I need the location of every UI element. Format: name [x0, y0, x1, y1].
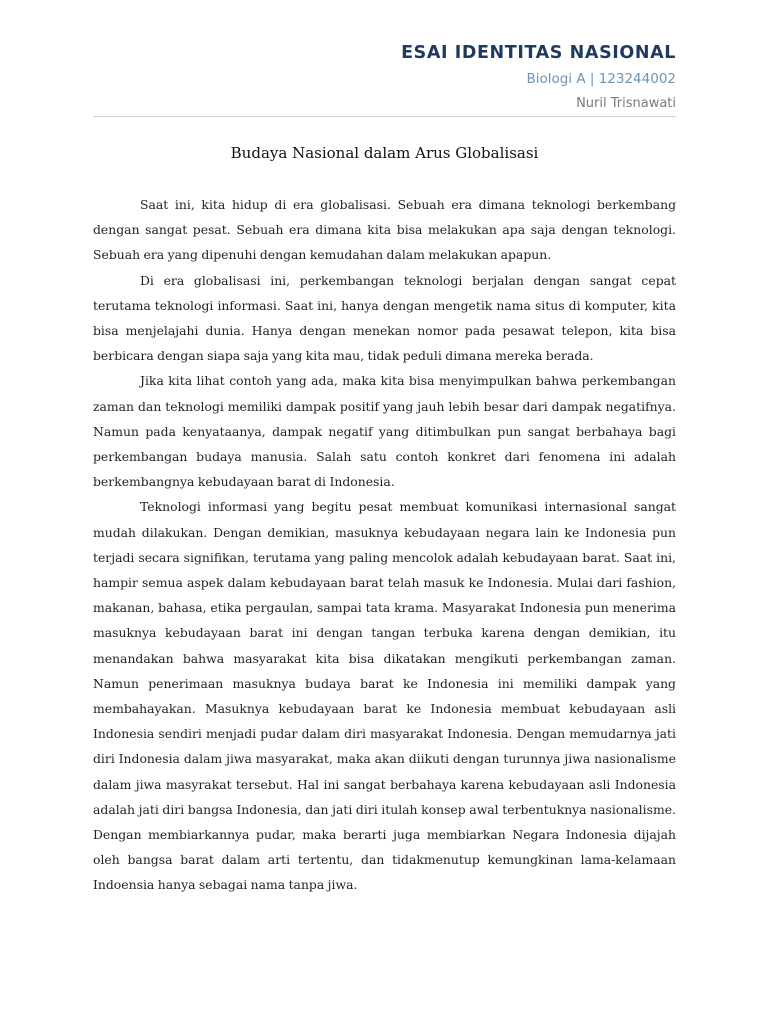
header-divider — [93, 116, 676, 117]
paragraph: Jika kita lihat contoh yang ada, maka kita bisa menyimpulkan bahwa perkembangan zaman dan teknologi memiliki dampak positif yang jauh lebih besar dari dampak negatifnya. Namun pada kenyataanya, dampak negatif yang ditimbulkan pun sangat berbahaya bagi perkembangan budaya manusia. Salah satu contoh konkret dari fenomena ini adalah berkembangnya kebudayaan barat di Indonesia. — [93, 373, 676, 490]
essay-body — [93, 192, 676, 898]
header-author: Nuril Trisnawati — [576, 96, 676, 111]
document-header — [93, 40, 676, 114]
paragraph: Saat ini, kita hidup di era globalisasi. Sebuah era dimana teknologi berkembang dengan sangat pesat. Sebuah era dimana kita bisa melakukan apa saja dengan teknologi. Sebuah era yang dipenuhi dengan kemudahan dalam melakukan apapun. — [93, 197, 676, 263]
header-subtitle: Biologi A | 123244002 — [526, 71, 676, 87]
essay-title: Budaya Nasional dalam Arus Globalisasi — [230, 144, 539, 162]
paragraph: Teknologi informasi yang begitu pesat membuat komunikasi internasional sangat mudah dilakukan. Dengan demikian, masuknya kebudayaan negara lain ke Indonesia pun terjadi secara signifikan, terutama yang paling mencolok adalah kebudayaan barat. Saat ini, hampir semua aspek dalam kebudayaan barat telah masuk ke Indonesia. Mulai dari fashion, makanan, bahasa, etika pergaulan, sampai tata krama. Masyarakat Indonesia pun menerima masuknya kebudayaan barat ini dengan tangan terbuka karena dengan demikian, itu menandakan bahwa masyarakat kita bisa dikatakan mengikuti perkembangan zaman. Namun penerimaan masuknya budaya barat ke Indonesia ini memiliki dampak yang membahayakan. Masuknya kebudayaan barat ke Indonesia membuat kebudayaan asli Indonesia sendiri menjadi pudar dalam diri masyarakat Indonesia. Dengan memudarnya jati diri Indonesia dalam jiwa masyarakat, maka akan diikuti dengan turunnya jiwa nasionalisme dalam jiwa masyrakat tersebut. Hal ini sangat berbahaya karena kebudayaan asli Indonesia adalah jati diri bangsa Indonesia, dan jati diri itulah konsep awal terbentuknya nasionalisme. Dengan membiarkannya pudar, maka berarti juga membiarkan Negara Indonesia dijajah oleh bangsa barat dalam arti tertentu, dan tidakmenutup kemungkinan lama-kelamaan Indoensia hanya sebagai nama tanpa jiwa. — [93, 499, 676, 893]
header-title: ESAI IDENTITAS NASIONAL — [401, 43, 676, 63]
paragraph: Di era globalisasi ini, perkembangan teknologi berjalan dengan sangat cepat terutama teknologi informasi. Saat ini, hanya dengan mengetik nama situs di komputer, kita bisa menjelajahi dunia. Hanya dengan menekan nomor pada pesawat telepon, kita bisa berbicara dengan siapa saja yang kita mau, tidak peduli dimana mereka berada. — [93, 272, 676, 364]
